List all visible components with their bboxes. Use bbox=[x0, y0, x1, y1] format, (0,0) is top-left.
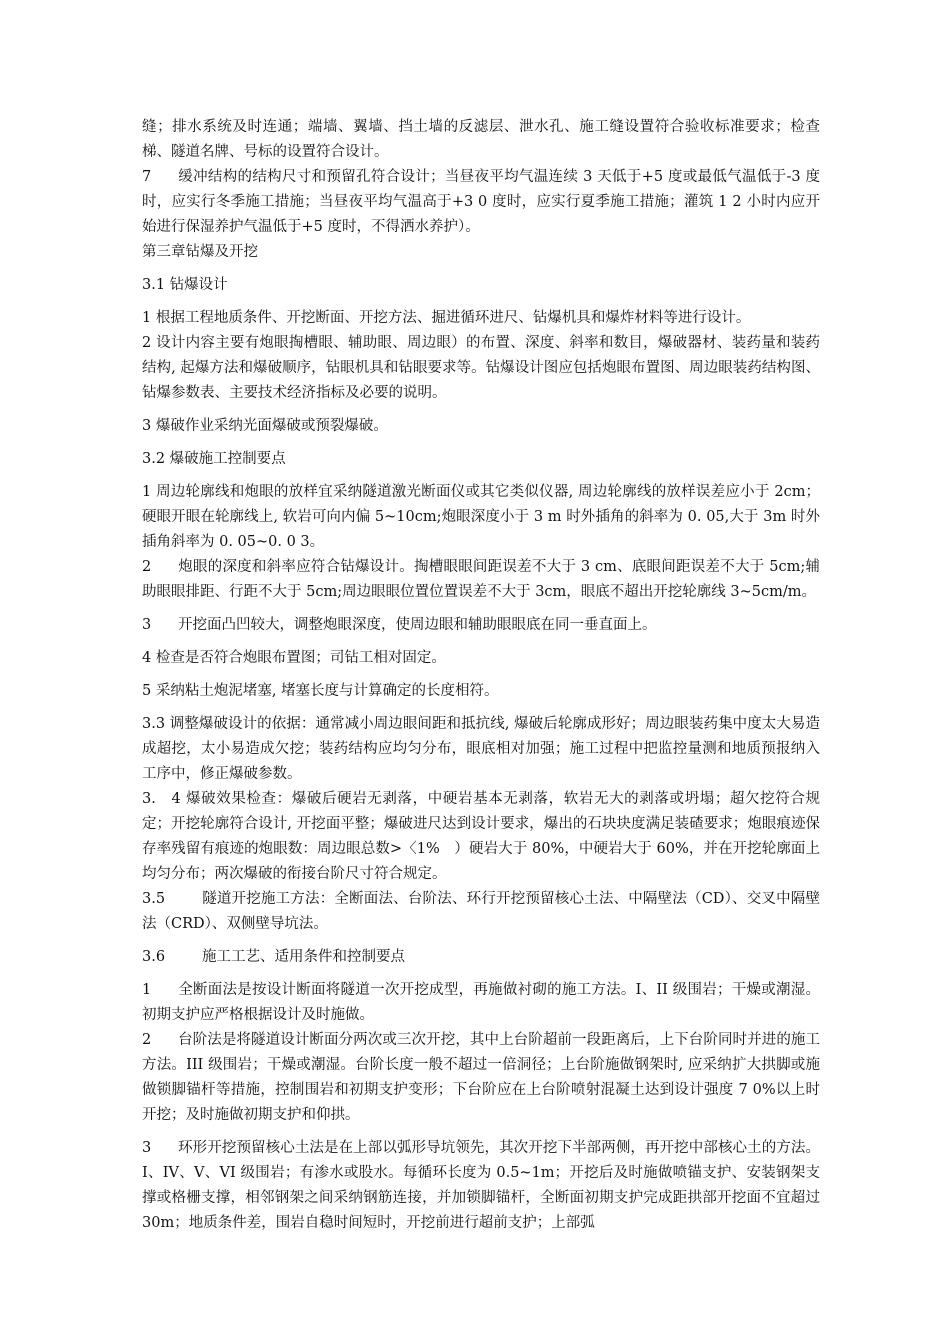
item-number: 2 bbox=[142, 559, 152, 575]
section-heading-3-2: 3.2 爆破施工控制要点 bbox=[142, 451, 286, 467]
paragraph-3-6-item-2: 2 台阶法是将隧道设计断面分两次或三次开挖，其中上台阶超前一段距离后，上下台阶同时并进的施工方法。III 级围岩；干燥或潮湿。台阶长度一般不超过一倍洞径；上台阶施做钢架时, 应采纳扩大拱脚或施做锁脚锚杆等措施，控制围岩和初期支护变形；下台阶应在上台阶喷射混凝土达到设计强度 7 0%以上时开挖；及时施做初期支护和仰拱。 bbox=[142, 1028, 820, 1128]
paragraph-3-2-item-4: 4 检查是否符合炮眼布置图；司钻工相对固定。 bbox=[142, 650, 446, 666]
item-number: 3 bbox=[142, 617, 152, 633]
paragraph-3-2-item-3: 3 开挖面凸凹较大，调整炮眼深度，使周边眼和辅助眼眼底在同一垂直面上。 bbox=[142, 613, 820, 638]
chapter-heading: 第三章钻爆及开挖 bbox=[142, 244, 258, 260]
section-heading-3-6: 3.6 施工工艺、适用条件和控制要点 bbox=[142, 945, 820, 970]
paragraph-3-5: 3.5 隧道开挖施工方法：全断面法、台阶法、环行开挖预留核心土法、中隔壁法（CD）、交叉中隔壁法（CRD）、双侧壁导坑法。 bbox=[142, 887, 820, 937]
paragraph-3-2-item-1: 1 周边轮廓线和炮眼的放样宜采纳隧道激光断面仪或其它类似仪器, 周边轮廓线的放样误差应小于 2cm；硬眼开眼在轮廓线上, 软岩可向内偏 5~10cm;炮眼深度小于 3 m 时外插角的斜率为 0. 05,大于 3m 时外插角斜率为 0. 05~0. 0 3。 bbox=[142, 484, 820, 550]
paragraph-item-7: 7 缓冲结构的结构尺寸和预留孔符合设计；当昼夜平均气温连续 3 天低于+5 度或最低气温低于-3 度时，应实行冬季施工措施；当昼夜平均气温高于+3 0 度时，应实行夏季施工措施；灌筑 1 2 小时内应开始进行保湿养护气温低于+5 度时，不得洒水养护）。 bbox=[142, 165, 820, 240]
item-number: 3.6 bbox=[142, 949, 166, 965]
item-number: 7 bbox=[142, 169, 152, 185]
paragraph-3-3: 3.3 调整爆破设计的依据：通常减小周边眼间距和抵抗线, 爆破后轮廓成形好；周边眼装药集中度太大易造成超挖，太小易造成欠挖；装药结构应均匀分布，眼底相对加强；施工过程中把监控量测和地质预报纳入工序中，修正爆破参数。 bbox=[142, 716, 820, 782]
item-number: 2 bbox=[142, 1032, 152, 1048]
paragraph-3-1-item-3: 3 爆破作业采纳光面爆破或预裂爆破。 bbox=[142, 418, 388, 434]
paragraph-drainage-requirements: 缝；排水系统及时连通；端墙、翼墙、挡土墙的反滤层、泄水孔、施工缝设置符合验收标准要求；检查梯、隧道名牌、号标的设置符合设计。 bbox=[142, 119, 820, 160]
paragraph-3-1-item-1: 1 根据工程地质条件、开挖断面、开挖方法、掘进循环进尺、钻爆机具和爆炸材料等进行设计。 bbox=[142, 310, 751, 326]
paragraph-3-6-item-3: 3 环形开挖预留核心土法是在上部以弧形导坑领先，其次开挖下半部两侧，再开挖中部核心土的方法。I、IV、V、VI 级围岩；有渗水或股水。每循环长度为 0.5~1m；开挖后及时施做喷锚支护、安装钢架支撑或格栅支撑，相邻钢架之间采纳钢筋连接，并加锁脚锚杆，全断面初期支护完成距拱部开挖面不宜超过 30m；地质条件差，围岩自稳时间短时，开挖前进行超前支护；上部弧 bbox=[142, 1136, 820, 1236]
item-number: 1 bbox=[142, 982, 152, 998]
paragraph-3-1-item-2: 2 设计内容主要有炮眼掏槽眼、辅助眼、周边眼）的布置、深度、斜率和数目，爆破器材、装药量和装药结构, 起爆方法和爆破顺序，钻眼机具和钻眼要求等。钻爆设计图应包括炮眼布置图、周边眼装药结构图、钻爆参数表、主要技术经济指标及必要的说明。 bbox=[142, 335, 820, 401]
paragraph-3-2-item-2: 2 炮眼的深度和斜率应符合钻爆设计。掏槽眼眼间距误差不大于 3 cm、底眼间距误差不大于 5cm;辅助眼眼排距、行距不大于 5cm;周边眼眼位置位置误差不大于 3cm，眼底不超出开挖轮廓线 3~5cm/m。 bbox=[142, 555, 820, 605]
paragraph-3-2-item-5: 5 采纳粘土炮泥堵塞, 堵塞长度与计算确定的长度相符。 bbox=[142, 683, 499, 699]
paragraph-3-6-item-1: 1 全断面法是按设计断面将隧道一次开挖成型，再施做衬砌的施工方法。I、II 级围岩；干燥或潮湿。初期支护应严格根据设计及时施做。 bbox=[142, 978, 820, 1028]
paragraph-3-4: 3. 4 爆破效果检查：爆破后硬岩无剥落，中硬岩基本无剥落，软岩无大的剥落或坍塌；超欠挖符合规定；开挖轮廓符合设计, 开挖面平整；爆破进尺达到设计要求，爆出的石块块度满足装碴要求；炮眼痕迹保存率残留有痕迹的炮眼数：周边眼总数>〈1% ）硬岩大于 80%，中硬岩大于 60%，并在开挖轮廓面上均匀分布；两次爆破的衔接台阶尺寸符合规定。 bbox=[142, 791, 820, 882]
section-heading-3-1: 3.1 钻爆设计 bbox=[142, 277, 228, 293]
item-number: 3.5 bbox=[142, 891, 166, 907]
item-number: 3 bbox=[142, 1140, 152, 1156]
